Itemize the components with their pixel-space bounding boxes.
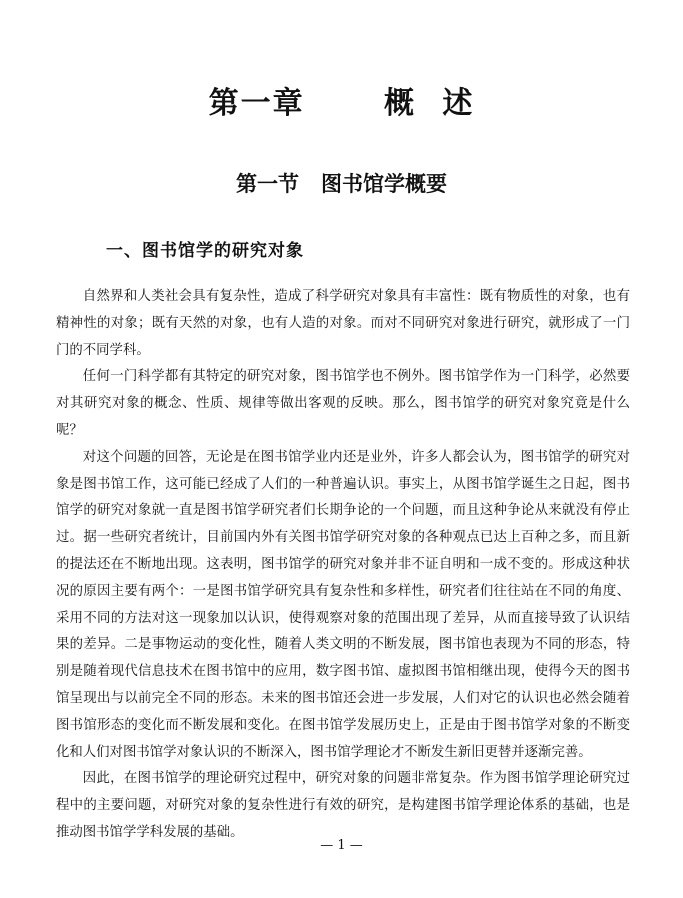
paragraph: 任何一门科学都有其特定的研究对象，图书馆学也不例外。图书馆学作为一门科学，必然要对其研究对象的概念、性质、规律等做出客观的反映。那么，图书馆学的研究对象究竟是什么呢？ [56, 369, 630, 438]
subsection-title: 一、图书馆学的研究对象 [106, 241, 304, 261]
paragraph: 因此，在图书馆学的理论研究过程中，研究对象的问题非常复杂。作为图书馆学理论研究过程中的主要问题，对研究对象的复杂性进行有效的研究，是构建图书馆学理论体系的基础，也是推动图书馆学学科发展的基础。 [56, 771, 630, 840]
page-number: — 1 — [320, 838, 363, 853]
paragraph: 自然界和人类社会具有复杂性，造成了科学研究对象具有丰富性：既有物质性的对象，也有精神性的对象；既有天然的对象，也有人造的对象。而对不同研究对象进行研究，就形成了一门门的不同学科。 [56, 289, 630, 358]
paragraph: 对这个问题的回答，无论是在图书馆学业内还是业外，许多人都会认为，图书馆学的研究对象是图书馆工作，这可能已经成了人们的一种普遍认识。事实上，从图书馆学诞生之日起，图书馆学的研究对象就一直是图书馆学研究者们长期争论的一个问题，而且这种争论从来就没有停止过。据一些研究者统计，目前国内外有关图书馆学研究对象的各种观点已达上百种之多，而且新的提法还在不断地出现。这表明，图书馆学的研究对象并非不证自明和一成不变的。形成这种状况的原因主要有两个：一是图书馆学研究具有复杂性和多样性，研究者们往往站在不同的角度、采用不同的方法对这一现象加以认识，使得观察对象的范围出现了差异，从而直接导致了认识结果的差异。二是事物运动的变化性，随着人类文明的不断发展，图书馆也表现为不同的形态，特别是随着现代信息技术在图书馆中的应用，数字图书馆、虚拟图书馆相继出现，使得今天的图书馆呈现出与以前完全不同的形态。未来的图书馆还会进一步发展，人们对它的认识也必然会随着图书馆形态的变化而不断发展和变化。在图书馆学发展历史上，正是由于图书馆学对象的不断变化和人们对图书馆学对象认识的不断深入，图书馆学理论才不断发生新旧更替并逐渐完善。 [56, 449, 630, 760]
body-text [56, 284, 630, 847]
chapter-title: 第一章 概 述 [208, 86, 475, 121]
section-title: 第一节 图书馆学概要 [236, 171, 447, 196]
